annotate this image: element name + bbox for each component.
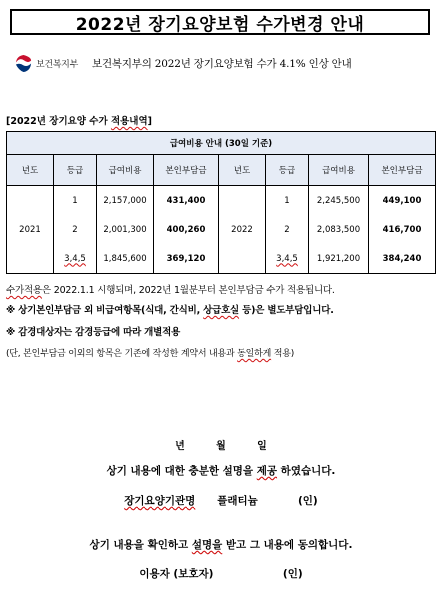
cost-cell: 2,083,500 xyxy=(309,215,369,244)
cost-cell: 2,245,500 xyxy=(309,186,369,216)
copay-cell: 400,260 xyxy=(154,215,219,244)
column-header: 급여비용 xyxy=(309,155,369,186)
copay-cell: 449,100 xyxy=(369,186,436,216)
note-line-2: ※ 상기본인부담금 외 비급여항목(식대, 간식비, 상급호실 등)은 별도부담입니다. xyxy=(6,305,334,316)
cost-cell: 1,921,200 xyxy=(309,244,369,274)
agree-line: 상기 내용을 확인하고 설명을 받고 그 내용에 동의합니다. xyxy=(89,539,353,551)
date-line: 년 월 일 xyxy=(175,441,267,452)
cost-cell: 2,157,000 xyxy=(97,186,154,216)
copay-cell: 369,120 xyxy=(154,244,219,274)
column-header: 급여비용 xyxy=(97,155,154,186)
document-title: 2022년 장기요양보험 수가변경 안내 xyxy=(10,9,430,35)
logo-text: 보건복지부 xyxy=(36,59,78,70)
column-header: 년도 xyxy=(7,155,54,186)
cost-cell: 1,845,600 xyxy=(97,244,154,274)
column-header: 본인부담금 xyxy=(369,155,436,186)
year-cell-2021: 2021 xyxy=(7,186,54,274)
user-line: 이용자 (보호자) (인) xyxy=(139,568,303,580)
fee-table xyxy=(6,131,436,274)
note-line-1: 수가적용은 2022.1.1 시행되며, 2022년 1월분부터 본인부담금 수가 적용됩니다. xyxy=(6,285,335,296)
org-line: 장기요양기관명 플래티늄 (인) xyxy=(124,495,318,507)
copay-cell: 431,400 xyxy=(154,186,219,216)
grade-cell: 2 xyxy=(54,215,97,244)
ministry-emblem-icon xyxy=(14,54,33,73)
ministry-logo xyxy=(14,53,78,73)
section-label: [2022년 장기요양 수가 적용내역] xyxy=(6,116,153,127)
copay-cell: 384,240 xyxy=(369,244,436,274)
column-header: 년도 xyxy=(219,155,266,186)
grade-cell: 2 xyxy=(266,215,309,244)
column-header: 본인부담금 xyxy=(154,155,219,186)
table-row xyxy=(7,186,436,216)
copay-cell: 416,700 xyxy=(369,215,436,244)
grade-cell: 3,4,5 xyxy=(54,244,97,274)
grade-cell: 3,4,5 xyxy=(266,244,309,274)
notice-line: 보건복지부의 2022년 장기요양보험 수가 4.1% 인상 안내 xyxy=(92,58,352,70)
column-header: 등급 xyxy=(54,155,97,186)
cost-cell: 2,001,300 xyxy=(97,215,154,244)
confirm-line: 상기 내용에 대한 충분한 설명을 제공 하였습니다. xyxy=(106,465,336,477)
grade-cell: 1 xyxy=(266,186,309,216)
note-line-3: ※ 감경대상자는 감경등급에 따라 개별적용 xyxy=(6,327,181,338)
table-caption: 급여비용 안내 (30일 기준) xyxy=(7,132,436,155)
year-cell-2022: 2022 xyxy=(219,186,266,274)
column-header: 등급 xyxy=(266,155,309,186)
grade-cell: 1 xyxy=(54,186,97,216)
note-line-4: (단, 본인부담금 이외의 항목은 기존에 작성한 계약서 내용과 동일하게 적용) xyxy=(6,349,295,359)
